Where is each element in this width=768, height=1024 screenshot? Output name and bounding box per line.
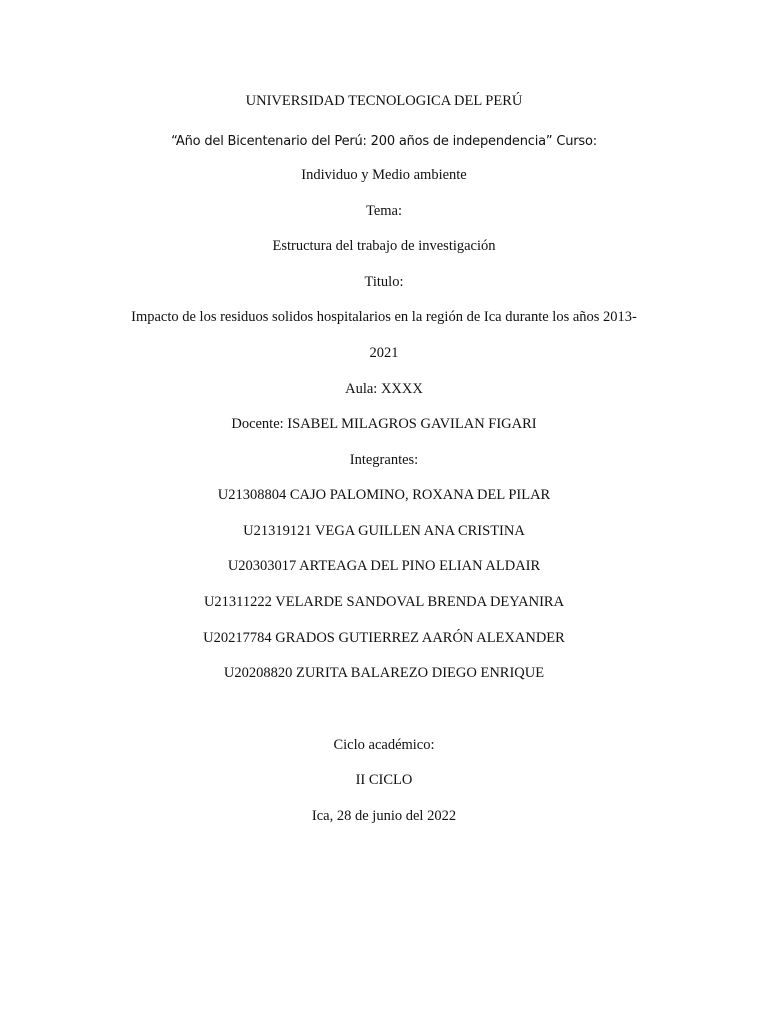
- member-item: U20208820 ZURITA BALAREZO DIEGO ENRIQUE: [223, 665, 545, 681]
- topic-text: Estructura del trabajo de investigación: [272, 238, 496, 254]
- title-line-1: Impacto de los residuos solidos hospitalarios en la región de Ica durante los años 2013-: [131, 309, 637, 325]
- course-name: Individuo y Medio ambiente: [301, 167, 467, 183]
- member-item: U21308804 CAJO PALOMINO, ROXANA DEL PILAR: [217, 487, 551, 503]
- title-label: Titulo:: [364, 274, 404, 290]
- university-name: UNIVERSIDAD TECNOLOGICA DEL PERÚ: [245, 93, 523, 109]
- member-item: U21311222 VELARDE SANDOVAL BRENDA DEYANIRA: [203, 594, 565, 610]
- classroom: Aula: XXXX: [345, 381, 423, 397]
- member-item: U20217784 GRADOS GUTIERREZ AARÓN ALEXANDER: [203, 630, 565, 646]
- member-item: U20303017 ARTEAGA DEL PINO ELIAN ALDAIR: [227, 558, 541, 574]
- year-motto: “Año del Bicentenario del Perú: 200 años de independencia” Curso:: [171, 134, 597, 149]
- place-date: Ica, 28 de junio del 2022: [311, 808, 457, 824]
- title-line-2: 2021: [369, 345, 399, 361]
- topic-label: Tema:: [365, 203, 403, 219]
- cycle-label: Ciclo académico:: [333, 737, 435, 753]
- member-item: U21319121 VEGA GUILLEN ANA CRISTINA: [243, 523, 525, 539]
- members-label: Integrantes:: [349, 452, 419, 468]
- teacher: Docente: ISABEL MILAGROS GAVILAN FIGARI: [231, 416, 537, 432]
- cycle-value: II CICLO: [355, 772, 413, 788]
